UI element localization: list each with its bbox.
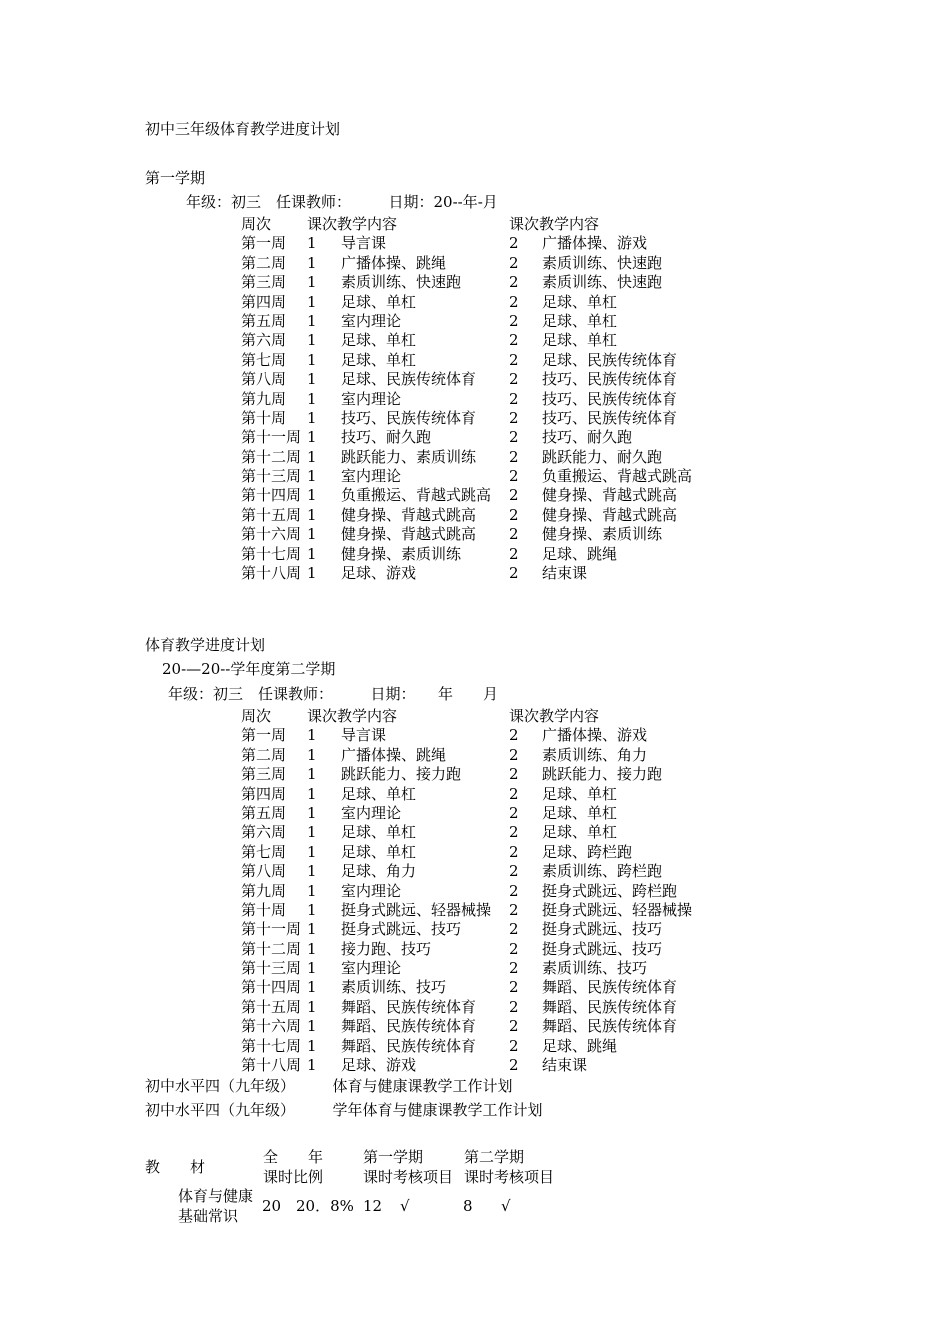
lesson-1-content: 导言课 [341, 234, 387, 253]
semester-2-info: 年级：初三 任课教师： 日期： 年 月 [168, 685, 499, 703]
lesson-2-number: 2 [509, 486, 519, 505]
lesson-2-content: 足球、跳绳 [542, 544, 618, 563]
header-sem2-bottom: 课时考核项目 [464, 1168, 555, 1186]
week-cell: 第五周 [241, 311, 287, 330]
lesson-2-content: 跳跃能力、接力跑 [542, 765, 663, 784]
week-cell: 第二周 [241, 253, 287, 272]
lesson-2-number: 2 [509, 389, 519, 408]
lesson-1-number: 1 [307, 900, 317, 919]
lesson-1-number: 1 [307, 505, 317, 524]
week-cell: 第十一周 [241, 920, 302, 939]
lesson-1-number: 1 [307, 234, 317, 253]
content-header-a: 课次教学内容 [307, 215, 398, 233]
lesson-2-content: 技巧、耐久跑 [542, 428, 633, 447]
lesson-2-number: 2 [509, 408, 519, 427]
week-cell: 第七周 [241, 842, 287, 861]
week-cell: 第十七周 [241, 1036, 302, 1055]
lesson-1-content: 广播体操、跳绳 [341, 745, 447, 764]
week-cell: 第七周 [241, 350, 287, 369]
lesson-2-content: 结束课 [542, 564, 588, 583]
lesson-2-content: 足球、单杠 [542, 292, 618, 311]
week-cell: 第一周 [241, 234, 287, 253]
lesson-2-number: 2 [509, 997, 519, 1016]
lesson-1-number: 1 [307, 959, 317, 978]
lesson-1-number: 1 [307, 726, 317, 745]
lesson-1-number: 1 [307, 1017, 317, 1036]
lesson-1-number: 1 [307, 253, 317, 272]
week-cell: 第六周 [241, 331, 287, 350]
lesson-1-number: 1 [307, 978, 317, 997]
lesson-2-content: 足球、单杠 [542, 823, 618, 842]
row-sem1-check: √ [400, 1197, 410, 1215]
lesson-1-number: 1 [307, 1056, 317, 1075]
lesson-2-number: 2 [509, 959, 519, 978]
lesson-1-number: 1 [307, 745, 317, 764]
week-cell: 第十五周 [241, 997, 302, 1016]
week-header: 周次 [241, 215, 272, 233]
lesson-2-content: 挺身式跳远、技巧 [542, 939, 663, 958]
lesson-1-number: 1 [307, 428, 317, 447]
lesson-2-number: 2 [509, 900, 519, 919]
lesson-1-content: 导言课 [341, 726, 387, 745]
row-name-line-1: 体育与健康 [178, 1187, 254, 1205]
lesson-1-number: 1 [307, 486, 317, 505]
lesson-1-content: 足球、单杠 [341, 331, 417, 350]
week-cell: 第四周 [241, 292, 287, 311]
lesson-1-content: 足球、单杠 [341, 842, 417, 861]
lesson-2-content: 技巧、民族传统体育 [542, 408, 678, 427]
lesson-2-content: 素质训练、快速跑 [542, 253, 663, 272]
lesson-1-number: 1 [307, 997, 317, 1016]
lesson-2-number: 2 [509, 428, 519, 447]
week-header: 周次 [241, 707, 272, 725]
lesson-2-content: 舞蹈、民族传统体育 [542, 1017, 678, 1036]
week-cell: 第十六周 [241, 1017, 302, 1036]
lesson-2-number: 2 [509, 1017, 519, 1036]
week-cell: 第十一周 [241, 428, 302, 447]
week-cell: 第九周 [241, 881, 287, 900]
week-cell: 第十三周 [241, 467, 302, 486]
lesson-2-number: 2 [509, 978, 519, 997]
week-cell: 第三周 [241, 765, 287, 784]
plan-line-2: 初中水平四（九年级） 学年体育与健康课教学工作计划 [145, 1101, 543, 1119]
lesson-1-content: 足球、民族传统体育 [341, 370, 477, 389]
lesson-2-content: 舞蹈、民族传统体育 [542, 997, 678, 1016]
lesson-2-content: 挺身式跳远、轻器械操 [542, 900, 693, 919]
week-cell: 第十四周 [241, 486, 302, 505]
lesson-1-content: 接力跑、技巧 [341, 939, 432, 958]
lesson-1-number: 1 [307, 389, 317, 408]
lesson-2-number: 2 [509, 842, 519, 861]
lesson-1-content: 足球、单杠 [341, 292, 417, 311]
lesson-1-content: 足球、游戏 [341, 1056, 417, 1075]
lesson-1-number: 1 [307, 881, 317, 900]
lesson-1-content: 舞蹈、民族传统体育 [341, 997, 477, 1016]
lesson-1-content: 足球、单杠 [341, 823, 417, 842]
lesson-2-number: 2 [509, 273, 519, 292]
lesson-1-content: 挺身式跳远、轻器械操 [341, 900, 492, 919]
week-cell: 第十二周 [241, 447, 302, 466]
lesson-1-number: 1 [307, 311, 317, 330]
lesson-1-content: 健身操、背越式跳高 [341, 505, 477, 524]
lesson-2-content: 技巧、民族传统体育 [542, 389, 678, 408]
lesson-2-number: 2 [509, 1056, 519, 1075]
lesson-1-content: 素质训练、快速跑 [341, 273, 462, 292]
semester-1-info: 年级：初三 任课教师： 日期：20--年-月 [186, 193, 498, 211]
row-sem2-hours: 8 [463, 1197, 473, 1215]
week-cell: 第一周 [241, 726, 287, 745]
lesson-1-content: 室内理论 [341, 881, 402, 900]
lesson-2-content: 挺身式跳远、跨栏跑 [542, 881, 678, 900]
lesson-2-number: 2 [509, 564, 519, 583]
semester-2-subheading: 20-—20--学年度第二学期 [162, 660, 336, 678]
header-sem2-top: 第二学期 [464, 1148, 525, 1166]
lesson-1-number: 1 [307, 370, 317, 389]
lesson-2-number: 2 [509, 920, 519, 939]
lesson-2-content: 素质训练、跨栏跑 [542, 862, 663, 881]
lesson-1-number: 1 [307, 544, 317, 563]
lesson-1-content: 跳跃能力、素质训练 [341, 447, 477, 466]
lesson-2-content: 广播体操、游戏 [542, 726, 648, 745]
lesson-2-content: 挺身式跳远、技巧 [542, 920, 663, 939]
lesson-1-number: 1 [307, 784, 317, 803]
lesson-2-number: 2 [509, 784, 519, 803]
lesson-2-number: 2 [509, 505, 519, 524]
lesson-1-number: 1 [307, 842, 317, 861]
lesson-1-number: 1 [307, 331, 317, 350]
lesson-2-content: 足球、跳绳 [542, 1036, 618, 1055]
week-cell: 第八周 [241, 370, 287, 389]
week-cell: 第八周 [241, 862, 287, 881]
lesson-2-content: 足球、单杠 [542, 784, 618, 803]
lesson-1-number: 1 [307, 765, 317, 784]
week-cell: 第九周 [241, 389, 287, 408]
lesson-1-content: 负重搬运、背越式跳高 [341, 486, 492, 505]
lesson-2-number: 2 [509, 253, 519, 272]
lesson-2-content: 素质训练、技巧 [542, 959, 648, 978]
header-year-bottom: 课时比例 [263, 1168, 324, 1186]
lesson-1-number: 1 [307, 803, 317, 822]
lesson-2-number: 2 [509, 765, 519, 784]
week-cell: 第十四周 [241, 978, 302, 997]
week-cell: 第二周 [241, 745, 287, 764]
semester-2-heading: 体育教学进度计划 [145, 636, 266, 654]
lesson-1-content: 室内理论 [341, 959, 402, 978]
lesson-2-number: 2 [509, 331, 519, 350]
lesson-2-number: 2 [509, 803, 519, 822]
week-cell: 第三周 [241, 273, 287, 292]
week-cell: 第十周 [241, 408, 287, 427]
lesson-2-content: 足球、单杠 [542, 803, 618, 822]
week-cell: 第十周 [241, 900, 287, 919]
week-cell: 第十八周 [241, 564, 302, 583]
lesson-1-content: 技巧、民族传统体育 [341, 408, 477, 427]
header-year-top: 全 年 [263, 1148, 324, 1166]
lesson-1-number: 1 [307, 525, 317, 544]
lesson-1-content: 足球、游戏 [341, 564, 417, 583]
lesson-1-number: 1 [307, 939, 317, 958]
row-name-line-2: 基础常识 [178, 1207, 239, 1225]
lesson-1-number: 1 [307, 447, 317, 466]
lesson-2-number: 2 [509, 823, 519, 842]
lesson-2-number: 2 [509, 745, 519, 764]
lesson-2-content: 足球、单杠 [542, 331, 618, 350]
lesson-2-number: 2 [509, 525, 519, 544]
lesson-2-number: 2 [509, 370, 519, 389]
lesson-2-number: 2 [509, 726, 519, 745]
lesson-1-content: 舞蹈、民族传统体育 [341, 1017, 477, 1036]
content-header-b: 课次教学内容 [509, 707, 600, 725]
semester-1-heading: 第一学期 [145, 169, 206, 187]
lesson-2-content: 跳跃能力、耐久跑 [542, 447, 663, 466]
lesson-2-content: 素质训练、快速跑 [542, 273, 663, 292]
lesson-1-content: 素质训练、技巧 [341, 978, 447, 997]
lesson-2-number: 2 [509, 881, 519, 900]
lesson-1-content: 技巧、耐久跑 [341, 428, 432, 447]
lesson-2-number: 2 [509, 1036, 519, 1055]
lesson-1-content: 足球、角力 [341, 862, 417, 881]
week-cell: 第六周 [241, 823, 287, 842]
lesson-1-content: 足球、单杠 [341, 350, 417, 369]
week-cell: 第十七周 [241, 544, 302, 563]
lesson-2-number: 2 [509, 234, 519, 253]
week-cell: 第十八周 [241, 1056, 302, 1075]
lesson-1-content: 室内理论 [341, 389, 402, 408]
lesson-1-number: 1 [307, 920, 317, 939]
lesson-2-content: 技巧、民族传统体育 [542, 370, 678, 389]
lesson-1-number: 1 [307, 862, 317, 881]
lesson-1-content: 舞蹈、民族传统体育 [341, 1036, 477, 1055]
row-ratio: 20．8% [296, 1197, 354, 1215]
lesson-2-number: 2 [509, 350, 519, 369]
row-sem2-check: √ [501, 1197, 511, 1215]
lesson-1-number: 1 [307, 823, 317, 842]
page-title: 初中三年级体育教学进度计划 [145, 120, 341, 138]
lesson-2-number: 2 [509, 447, 519, 466]
week-cell: 第十六周 [241, 525, 302, 544]
week-cell: 第十三周 [241, 959, 302, 978]
lesson-2-content: 足球、跨栏跑 [542, 842, 633, 861]
lesson-2-number: 2 [509, 311, 519, 330]
lesson-2-content: 结束课 [542, 1056, 588, 1075]
lesson-2-number: 2 [509, 544, 519, 563]
lesson-2-content: 足球、单杠 [542, 311, 618, 330]
header-sem1-top: 第一学期 [363, 1148, 424, 1166]
lesson-2-content: 广播体操、游戏 [542, 234, 648, 253]
lesson-1-content: 室内理论 [341, 803, 402, 822]
lesson-1-content: 跳跃能力、接力跑 [341, 765, 462, 784]
lesson-2-content: 健身操、背越式跳高 [542, 486, 678, 505]
lesson-2-content: 负重搬运、背越式跳高 [542, 467, 693, 486]
lesson-2-content: 素质训练、角力 [542, 745, 648, 764]
row-hours: 20 [262, 1197, 282, 1215]
content-header-a: 课次教学内容 [307, 707, 398, 725]
week-cell: 第十五周 [241, 505, 302, 524]
lesson-1-content: 健身操、背越式跳高 [341, 525, 477, 544]
lesson-1-number: 1 [307, 467, 317, 486]
header-material: 教 材 [145, 1158, 206, 1176]
week-cell: 第五周 [241, 803, 287, 822]
lesson-1-content: 健身操、素质训练 [341, 544, 462, 563]
lesson-2-content: 健身操、素质训练 [542, 525, 663, 544]
lesson-2-number: 2 [509, 467, 519, 486]
lesson-1-content: 室内理论 [341, 467, 402, 486]
lesson-1-number: 1 [307, 564, 317, 583]
lesson-1-number: 1 [307, 292, 317, 311]
content-header-b: 课次教学内容 [509, 215, 600, 233]
week-cell: 第十二周 [241, 939, 302, 958]
lesson-1-number: 1 [307, 350, 317, 369]
lesson-1-content: 足球、单杠 [341, 784, 417, 803]
lesson-2-content: 舞蹈、民族传统体育 [542, 978, 678, 997]
lesson-1-content: 室内理论 [341, 311, 402, 330]
week-cell: 第四周 [241, 784, 287, 803]
header-sem1-bottom: 课时考核项目 [363, 1168, 454, 1186]
lesson-1-content: 挺身式跳远、技巧 [341, 920, 462, 939]
lesson-1-number: 1 [307, 1036, 317, 1055]
lesson-2-content: 足球、民族传统体育 [542, 350, 678, 369]
plan-line-1: 初中水平四（九年级） 体育与健康课教学工作计划 [145, 1077, 513, 1095]
lesson-1-content: 广播体操、跳绳 [341, 253, 447, 272]
lesson-2-number: 2 [509, 862, 519, 881]
lesson-2-number: 2 [509, 292, 519, 311]
lesson-1-number: 1 [307, 408, 317, 427]
row-sem1-hours: 12 [363, 1197, 383, 1215]
lesson-1-number: 1 [307, 273, 317, 292]
lesson-2-number: 2 [509, 939, 519, 958]
lesson-2-content: 健身操、背越式跳高 [542, 505, 678, 524]
